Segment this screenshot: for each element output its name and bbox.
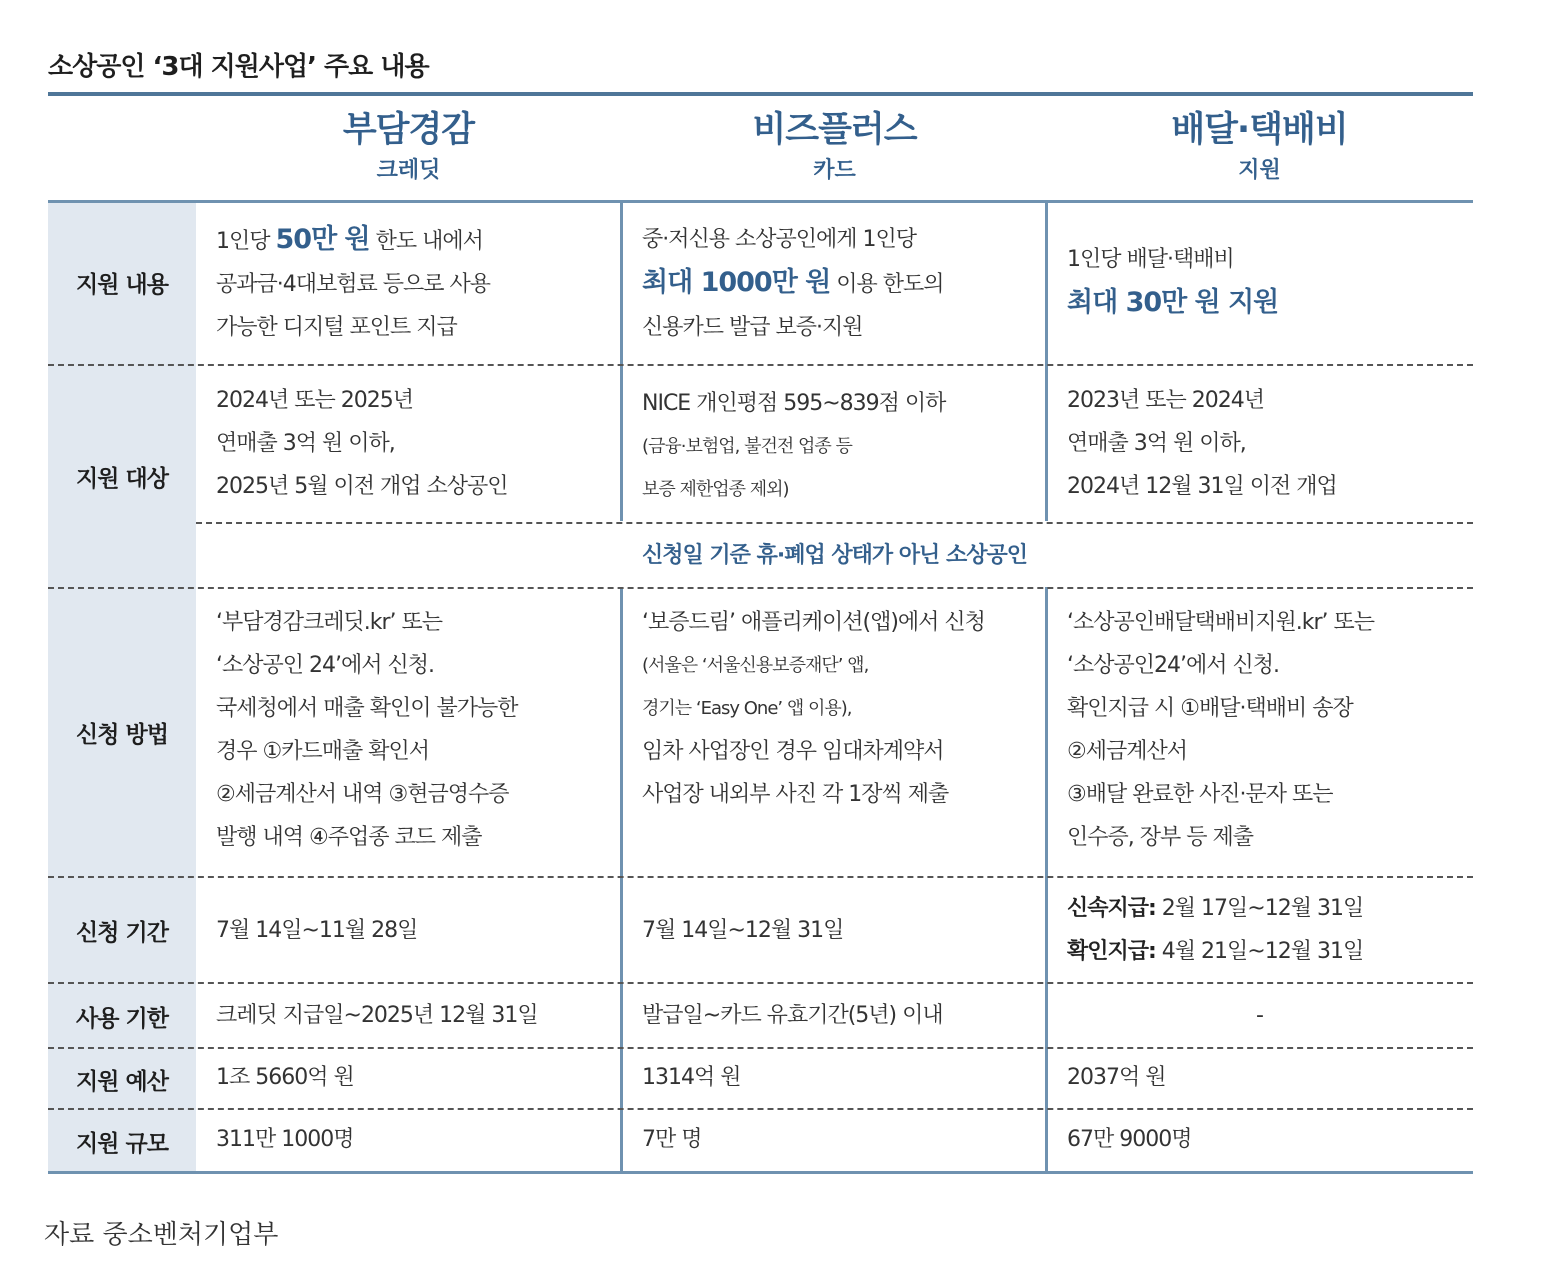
- row-label-expiry: 사용 기한: [76, 1006, 168, 1032]
- text: 국세청에서 매출 확인이 불가능한: [216, 696, 518, 721]
- text: 2023년 또는 2024년: [1067, 388, 1264, 413]
- text: 2025년 5월 이전 개업 소상공인: [216, 474, 508, 499]
- column-header-sub: 카드: [813, 158, 856, 183]
- text: 연매출 3억 원 이하,: [1067, 431, 1246, 456]
- period-cell-card: [642, 909, 843, 952]
- method-cell-card: [642, 601, 985, 816]
- text: 67만 9000명: [1067, 1127, 1192, 1152]
- text: 중·저신용 소상공인에게 1인당: [642, 227, 917, 252]
- column-header-delivery: [1047, 106, 1472, 188]
- text: 발급일~카드 유효기간(5년) 이내: [642, 1003, 943, 1028]
- text: 2037억 원: [1067, 1065, 1166, 1090]
- text: 4월 21일~12월 31일: [1155, 939, 1364, 964]
- text: 7월 14일~12월 31일: [642, 918, 844, 943]
- row-divider: [48, 1047, 1473, 1049]
- period-cell-credit: [216, 909, 417, 952]
- target-cell-delivery: [1067, 379, 1337, 508]
- period-cell-delivery: [1067, 887, 1363, 973]
- text: 2월 17일~12월 31일: [1155, 896, 1364, 921]
- highlight-amount: 50만 원: [275, 224, 370, 255]
- text: 311만 1000명: [216, 1127, 354, 1152]
- text: 보증 제한업종 제외): [642, 479, 789, 500]
- column-header-main: 비즈플러스: [752, 110, 917, 150]
- row-divider: [48, 982, 1473, 984]
- text: ‘부담경감크레딧.kr’ 또는: [216, 610, 443, 635]
- text: 경우 ①카드매출 확인서: [216, 739, 429, 764]
- text: 1314억 원: [642, 1065, 741, 1090]
- row-label-method: 신청 방법: [76, 722, 168, 748]
- text: 2024년 또는 2025년: [216, 388, 413, 413]
- text: (금융·보험업, 불건전 업종 등: [642, 436, 852, 457]
- expiry-cell-credit: [216, 994, 538, 1037]
- text: 연매출 3억 원 이하,: [216, 431, 395, 456]
- text: 이용 한도의: [830, 272, 944, 297]
- header-rule: [48, 200, 1473, 203]
- source-credit: 자료 중소벤처기업부: [44, 1220, 279, 1250]
- row-label-period: 신청 기간: [76, 920, 168, 946]
- row-label-target: 지원 대상: [76, 466, 168, 492]
- expiry-cell-card: [642, 994, 943, 1037]
- budget-cell-card: [642, 1056, 741, 1099]
- budget-cell-credit: [216, 1056, 354, 1099]
- common-target-note: 신청일 기준 휴·폐업 상태가 아닌 소상공인: [642, 543, 1027, 568]
- text: ‘소상공인 24’에서 신청.: [216, 653, 434, 678]
- highlight-amount: 최대 1000만 원: [642, 267, 831, 298]
- text: 확인지급 시 ①배달·택배비 송장: [1067, 696, 1353, 721]
- column-header-card: [622, 106, 1047, 188]
- text: 발행 내역 ④주업종 코드 제출: [216, 825, 482, 850]
- label-fast-payment: 신속지급:: [1067, 896, 1156, 921]
- column-header-sub: 크레딧: [376, 158, 441, 183]
- row-label-content: 지원 내용: [76, 272, 168, 298]
- text: 가능한 디지털 포인트 지급: [216, 315, 457, 340]
- column-divider: [620, 203, 623, 521]
- text: -: [1256, 1003, 1263, 1028]
- row-label-budget: 지원 예산: [76, 1069, 168, 1095]
- row-divider: [48, 364, 1473, 366]
- row-divider: [48, 876, 1473, 878]
- method-cell-delivery: [1067, 601, 1374, 859]
- expiry-cell-delivery: [1047, 994, 1472, 1037]
- content-cell-credit: [216, 218, 490, 349]
- row-divider: [48, 1108, 1473, 1110]
- column-header-credit: [196, 106, 621, 188]
- text: 신용카드 발급 보증·지원: [642, 315, 863, 340]
- column-header-sub: 지원: [1238, 158, 1281, 183]
- text: (서울은 ‘서울신용보증재단’ 앱,: [642, 655, 869, 676]
- text: ②세금계산서: [1067, 739, 1187, 764]
- method-cell-credit: [216, 601, 518, 859]
- row-divider: [196, 522, 1473, 524]
- text: 1인당: [216, 229, 276, 254]
- text: 사업장 내외부 사진 각 1장씩 제출: [642, 782, 949, 807]
- scale-cell-card: [642, 1118, 702, 1161]
- text: ③배달 완료한 사진·문자 또는: [1067, 782, 1333, 807]
- bottom-rule: [48, 1171, 1473, 1174]
- column-divider: [1045, 203, 1048, 521]
- text: 인수증, 장부 등 제출: [1067, 825, 1253, 850]
- row-label-scale: 지원 규모: [76, 1131, 168, 1157]
- text: 2024년 12월 31일 이전 개업: [1067, 474, 1337, 499]
- row-divider: [48, 587, 1473, 589]
- text: 경기는 ‘Easy One’ 앱 이용),: [642, 698, 852, 719]
- column-divider: [1045, 587, 1048, 1172]
- highlight-amount: 최대 30만 원 지원: [1067, 287, 1279, 318]
- target-cell-card: [642, 382, 945, 511]
- label-verified-payment: 확인지급:: [1067, 939, 1156, 964]
- text: 크레딧 지급일~2025년 12월 31일: [216, 1003, 538, 1028]
- text: ‘소상공인배달택배비지원.kr’ 또는: [1067, 610, 1375, 635]
- column-header-main: 부담경감: [342, 110, 475, 150]
- text: ‘소상공인24’에서 신청.: [1067, 653, 1279, 678]
- top-rule: [48, 92, 1473, 96]
- text: 임차 사업장인 경우 임대차계약서: [642, 739, 944, 764]
- text: 7월 14일~11월 28일: [216, 918, 418, 943]
- scale-cell-delivery: [1067, 1118, 1191, 1161]
- column-header-main: 배달·택배비: [1171, 110, 1348, 150]
- column-divider: [620, 587, 623, 1172]
- table-title: 소상공인 ‘3대 지원사업’ 주요 내용: [48, 52, 429, 82]
- content-cell-card: [642, 218, 944, 349]
- scale-cell-credit: [216, 1118, 353, 1161]
- text: 7만 명: [642, 1127, 702, 1152]
- text: 1조 5660억 원: [216, 1065, 354, 1090]
- text: 공과금·4대보험료 등으로 사용: [216, 272, 491, 297]
- text: ②세금계산서 내역 ③현금영수증: [216, 782, 509, 807]
- text: ‘보증드림’ 애플리케이션(앱)에서 신청: [642, 610, 985, 635]
- budget-cell-delivery: [1067, 1056, 1166, 1099]
- content-cell-delivery: [1067, 238, 1278, 326]
- target-cell-credit: [216, 379, 507, 508]
- text: 1인당 배달·택배비: [1067, 247, 1234, 272]
- text: 한도 내에서: [369, 229, 483, 254]
- text: NICE 개인평점 595~839점 이하: [642, 391, 946, 416]
